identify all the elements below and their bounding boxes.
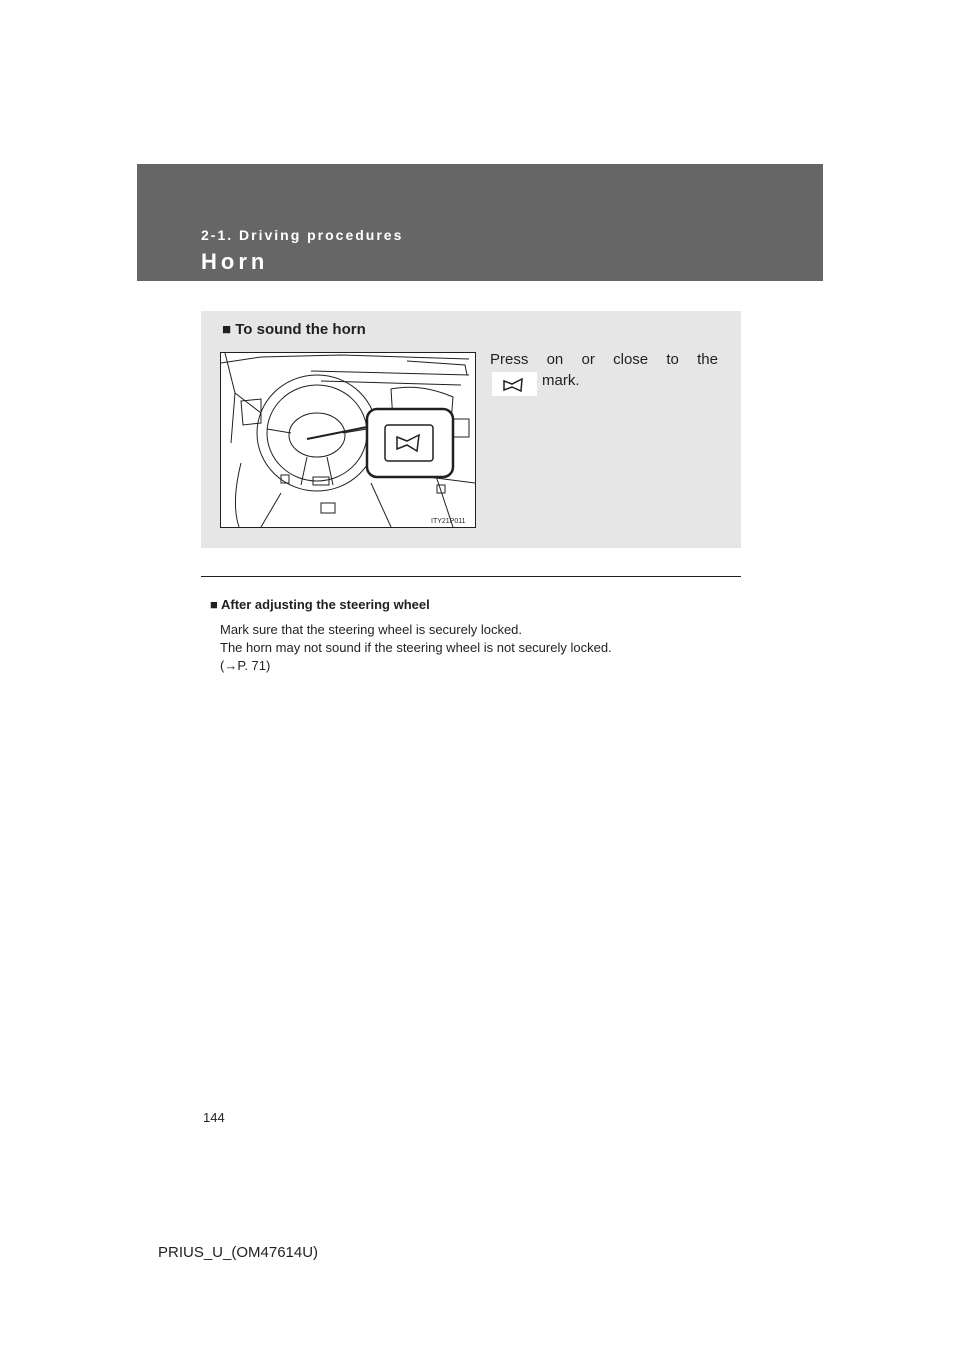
instruction-line-1: Press on or close to the	[490, 351, 718, 368]
instruction-line-2	[490, 372, 718, 396]
section-label: 2-1. Driving procedures	[201, 227, 404, 243]
figure-code: ITY21P011	[431, 518, 466, 525]
page-number: 144	[203, 1110, 225, 1125]
instruction-mark-word: mark.	[542, 372, 580, 389]
note-body	[220, 621, 612, 675]
section-divider	[201, 576, 741, 577]
steering-wheel-figure	[220, 352, 476, 528]
note-line: The horn may not sound if the steering wheel is not securely locked.	[220, 640, 612, 655]
page-title: Horn	[201, 249, 269, 274]
document-code: PRIUS_U_(OM47614U)	[158, 1244, 319, 1261]
box-heading: ■ To sound the horn	[222, 321, 366, 338]
note-line: Mark sure that the steering wheel is securely locked.	[220, 622, 523, 637]
page-reference-link[interactable]: (→P. 71)	[220, 658, 271, 673]
note-heading: ■ After adjusting the steering wheel	[210, 597, 430, 612]
horn-mark-icon	[492, 372, 537, 396]
